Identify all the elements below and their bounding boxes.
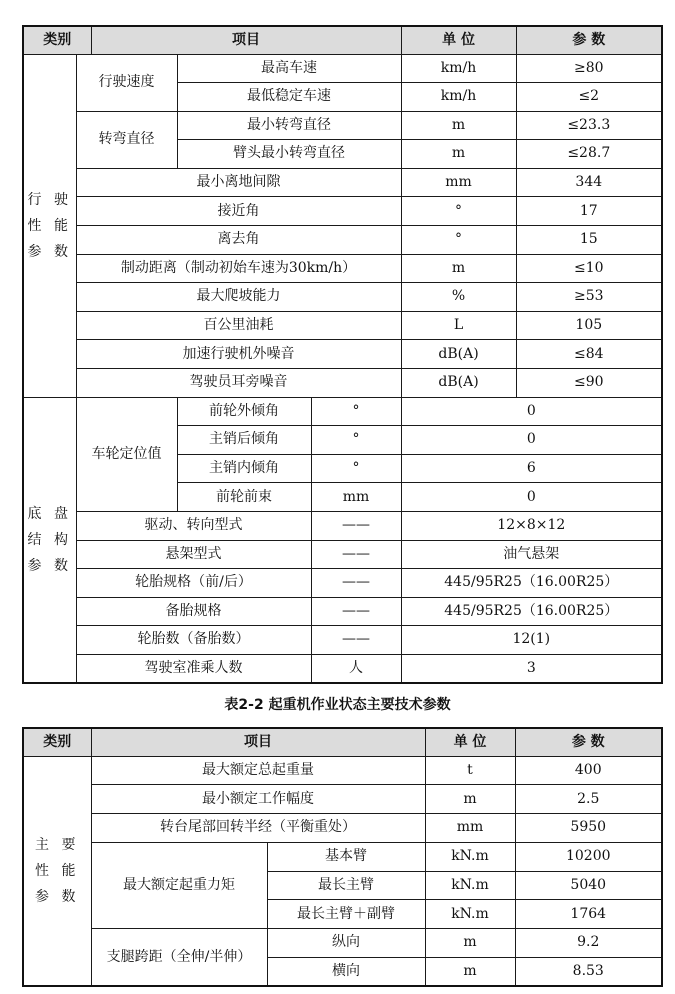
item-cell: 横向: [267, 958, 425, 987]
category-driving: 行 驶 性 能 参 数: [23, 54, 76, 397]
unit-cell: kN.m: [425, 842, 515, 871]
value-cell: 12×8×12: [401, 512, 662, 541]
header-item: 项目: [91, 728, 425, 756]
item-cell: 悬架型式: [76, 540, 311, 569]
table-row: [23, 597, 662, 626]
item-cell: 最长主臂＋副臂: [267, 900, 425, 929]
value-cell: 2.5: [515, 785, 662, 814]
item-cell: 制动距离（制动初始车速为30km/h）: [76, 254, 401, 283]
category-main: 主 要 性 能 参 数: [23, 756, 91, 986]
table-row: [23, 814, 662, 843]
value-cell: ≤10: [516, 254, 662, 283]
value-cell: 5040: [515, 871, 662, 900]
header-category: 类别: [23, 728, 91, 756]
unit-cell: dB(A): [401, 340, 516, 369]
unit-cell: m: [425, 958, 515, 987]
value-cell: 400: [515, 756, 662, 785]
item-cell: 前轮外倾角: [177, 397, 311, 426]
value-cell: 5950: [515, 814, 662, 843]
table-row: [23, 226, 662, 255]
item-cell: 转台尾部回转半经（平衡重处）: [91, 814, 425, 843]
table-row: [23, 756, 662, 785]
unit-cell: dB(A): [401, 369, 516, 398]
unit-cell: m: [425, 785, 515, 814]
item-cell: 臂头最小转弯直径: [177, 140, 401, 169]
value-cell: 344: [516, 168, 662, 197]
value-cell: ≥53: [516, 283, 662, 312]
unit-cell: mm: [401, 168, 516, 197]
unit-cell: 人: [311, 654, 401, 683]
table-row: [23, 540, 662, 569]
value-cell: 3: [401, 654, 662, 683]
value-cell: ≤84: [516, 340, 662, 369]
value-cell: ≤2: [516, 83, 662, 112]
table-row: [23, 569, 662, 598]
value-cell: 445/95R25（16.00R25）: [401, 569, 662, 598]
unit-cell: m: [401, 111, 516, 140]
value-cell: 油气悬架: [401, 540, 662, 569]
table-row: [23, 369, 662, 398]
table-row: [23, 197, 662, 226]
table-caption: 表2-2 起重机作业状态主要技术参数: [224, 697, 451, 713]
item-cell: 主销内倾角: [177, 454, 311, 483]
unit-cell: ——: [311, 540, 401, 569]
item-cell: 最长主臂: [267, 871, 425, 900]
unit-cell: ——: [311, 569, 401, 598]
table-row: [23, 397, 662, 426]
unit-cell: L: [401, 311, 516, 340]
value-cell: ≥80: [516, 54, 662, 83]
item-cell: 加速行驶机外噪音: [76, 340, 401, 369]
group-wheel-alignment: 车轮定位值: [76, 397, 177, 511]
item-cell: 轮胎数（备胎数）: [76, 626, 311, 655]
table-row: [23, 168, 662, 197]
table-row: [23, 654, 662, 683]
table-row: [23, 842, 662, 871]
item-cell: 接近角: [76, 197, 401, 226]
unit-cell: %: [401, 283, 516, 312]
unit-cell: mm: [425, 814, 515, 843]
unit-cell: m: [425, 929, 515, 958]
item-cell: 最高车速: [177, 54, 401, 83]
item-cell: 百公里油耗: [76, 311, 401, 340]
value-cell: 0: [401, 483, 662, 512]
value-cell: 17: [516, 197, 662, 226]
value-cell: 1764: [515, 900, 662, 929]
value-cell: 6: [401, 454, 662, 483]
unit-cell: °: [311, 397, 401, 426]
item-cell: 离去角: [76, 226, 401, 255]
table-row: [23, 340, 662, 369]
unit-cell: km/h: [401, 83, 516, 112]
unit-cell: m: [401, 140, 516, 169]
unit-cell: kN.m: [425, 900, 515, 929]
value-cell: 8.53: [515, 958, 662, 987]
item-cell: 备胎规格: [76, 597, 311, 626]
item-cell: 驱动、转向型式: [76, 512, 311, 541]
value-cell: 0: [401, 397, 662, 426]
header-param: 参 数: [516, 26, 662, 54]
table-row: [23, 54, 662, 83]
unit-cell: t: [425, 756, 515, 785]
item-cell: 前轮前束: [177, 483, 311, 512]
group-rated-moment: 最大额定起重力矩: [91, 842, 267, 928]
item-cell: 最小额定工作幅度: [91, 785, 425, 814]
unit-cell: ——: [311, 512, 401, 541]
group-outrigger-span: 支腿跨距（全伸/半伸）: [91, 929, 267, 987]
item-cell: 最小离地间隙: [76, 168, 401, 197]
table-row: [23, 512, 662, 541]
category-chassis: 底 盘 结 构 参 数: [23, 397, 76, 683]
item-cell: 基本臂: [267, 842, 425, 871]
value-cell: 9.2: [515, 929, 662, 958]
crane-working-params-table: [22, 727, 663, 987]
header-unit: 单 位: [401, 26, 516, 54]
table-row: [23, 254, 662, 283]
value-cell: ≤90: [516, 369, 662, 398]
item-cell: 最大额定总起重量: [91, 756, 425, 785]
item-cell: 轮胎规格（前/后）: [76, 569, 311, 598]
item-cell: 最低稳定车速: [177, 83, 401, 112]
unit-cell: kN.m: [425, 871, 515, 900]
unit-cell: °: [311, 426, 401, 455]
item-cell: 驾驶室准乘人数: [76, 654, 311, 683]
value-cell: 12(1): [401, 626, 662, 655]
unit-cell: ——: [311, 597, 401, 626]
group-turn: 转弯直径: [76, 111, 177, 168]
header-category: 类别: [23, 26, 91, 54]
table-row: [23, 785, 662, 814]
item-cell: 最小转弯直径: [177, 111, 401, 140]
value-cell: ≤28.7: [516, 140, 662, 169]
value-cell: ≤23.3: [516, 111, 662, 140]
table-row: [23, 626, 662, 655]
header-item: 项目: [91, 26, 401, 54]
value-cell: 0: [401, 426, 662, 455]
unit-cell: mm: [311, 483, 401, 512]
header-unit: 单 位: [425, 728, 515, 756]
table-row: [23, 929, 662, 958]
value-cell: 105: [516, 311, 662, 340]
unit-cell: ——: [311, 626, 401, 655]
table-header-row: [23, 26, 662, 54]
table-header-row: [23, 728, 662, 756]
value-cell: 15: [516, 226, 662, 255]
item-cell: 纵向: [267, 929, 425, 958]
item-cell: 驾驶员耳旁噪音: [76, 369, 401, 398]
unit-cell: °: [311, 454, 401, 483]
header-param: 参 数: [515, 728, 662, 756]
unit-cell: °: [401, 197, 516, 226]
value-cell: 445/95R25（16.00R25）: [401, 597, 662, 626]
unit-cell: m: [401, 254, 516, 283]
table-row: [23, 283, 662, 312]
unit-cell: km/h: [401, 54, 516, 83]
group-speed: 行驶速度: [76, 54, 177, 111]
table-row: [23, 311, 662, 340]
driving-chassis-params-table: [22, 25, 663, 684]
item-cell: 最大爬坡能力: [76, 283, 401, 312]
value-cell: 10200: [515, 842, 662, 871]
unit-cell: °: [401, 226, 516, 255]
item-cell: 主销后倾角: [177, 426, 311, 455]
table-row: [23, 111, 662, 140]
